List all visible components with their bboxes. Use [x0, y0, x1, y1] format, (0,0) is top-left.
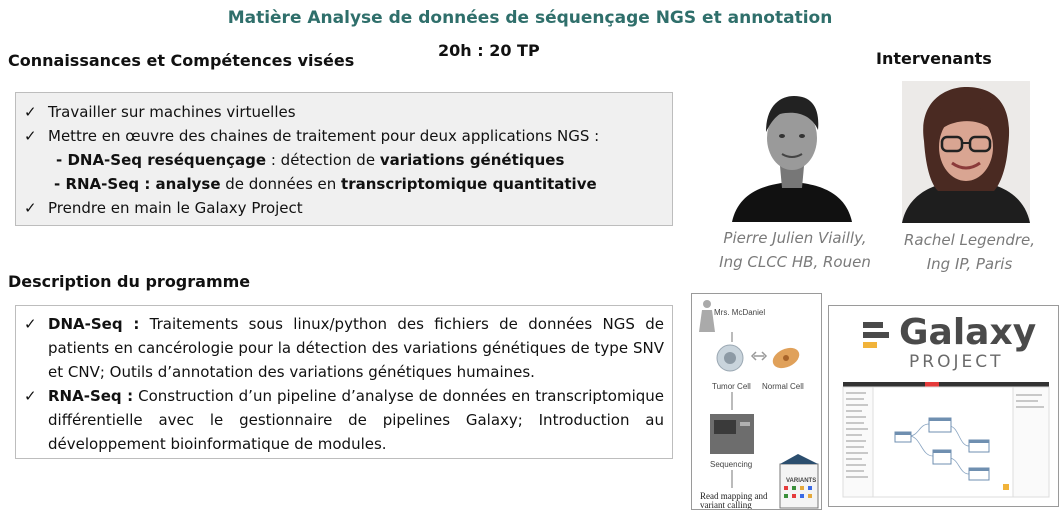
- sequencing-label: Sequencing: [710, 460, 753, 469]
- galaxy-project-label: PROJECT: [909, 352, 1004, 372]
- check-icon: ✓: [24, 315, 37, 333]
- speaker-caption-2: Rachel Legendre, Ing IP, Paris: [903, 231, 1036, 273]
- tumor-cell-label: Tumor Cell: [712, 382, 751, 391]
- speaker-photo-1: [728, 90, 856, 222]
- program-item-rna: ✓ RNA-Seq : Construction d’un pipeline d’analyse de données en transcriptomique différentielle avec le gestionnaire de pipelines Galaxy; Introduction au développement bioinformatique de modules.: [24, 384, 664, 456]
- check-icon: ✓: [24, 387, 37, 405]
- skill-subitem: - RNA-Seq : analyse de données en transcriptomique quantitative: [54, 175, 597, 193]
- speakers-heading: Intervenants: [876, 49, 992, 68]
- woman-portrait-icon: [902, 81, 1030, 223]
- program-item-dna: ✓ DNA-Seq : Traitements sous linux/python des fichiers de données NGS de patients en cancérologie pour la détection des variations génétiques de type SNV et CNV; Outils d’annotation des variations génétiques humaines.: [24, 312, 664, 384]
- sequencing-diagram: [691, 293, 822, 510]
- skill-subitem: - DNA-Seq reséquençage : détection de variations génétiques: [56, 151, 565, 169]
- hours-label: 20h : 20 TP: [438, 41, 540, 60]
- galaxy-wordmark: Galaxy: [899, 312, 1037, 353]
- skill-item: ✓ Mettre en œuvre des chaines de traitement pour deux applications NGS :: [24, 124, 664, 148]
- speaker-photo-2: [902, 81, 1030, 223]
- skill-item: ✓ Travailler sur machines virtuelles: [24, 100, 664, 124]
- skill-item: ✓ Prendre en main le Galaxy Project: [24, 196, 664, 220]
- skills-heading: Connaissances et Compétences visées: [8, 51, 355, 70]
- patient-label: Mrs. McDaniel: [714, 308, 766, 317]
- check-icon: ✓: [24, 127, 37, 145]
- normal-cell-label: Normal Cell: [762, 382, 804, 391]
- program-heading: Description du programme: [8, 272, 251, 291]
- check-icon: ✓: [24, 199, 37, 217]
- program-box: [15, 305, 673, 459]
- galaxy-screenshot: [828, 305, 1059, 507]
- check-icon: ✓: [24, 103, 37, 121]
- mapping-label: Read mapping and variant calling: [700, 491, 768, 510]
- skills-box: [15, 92, 673, 226]
- speaker-caption-1: Pierre Julien Viailly, Ing CLCC HB, Rouen: [719, 229, 871, 271]
- variants-label: VARIANTS: [786, 478, 817, 484]
- man-portrait-icon: [728, 90, 856, 222]
- page-title: Matière Analyse de données de séquençage NGS et annotation: [227, 8, 833, 28]
